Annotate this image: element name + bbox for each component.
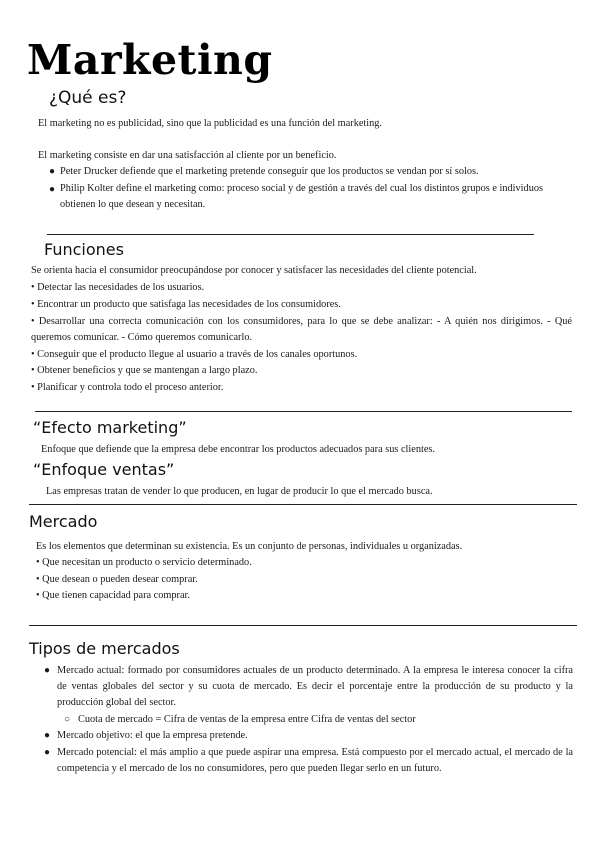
bullet-circle-icon: ○ (64, 714, 71, 725)
bullet-dot-icon: ● (44, 747, 51, 758)
enfoque-ventas-text: Las empresas tratan de vender lo que producen, en lugar de producir lo que el mercado busca. (46, 486, 433, 497)
bullet-dot-icon: ● (49, 184, 56, 195)
que-es-bullet-kolter: Philip Kolter define el marketing como: proceso social y de gestión a través del cual los distintos grupos e individuos obtienen lo que desean y necesitan. (60, 183, 543, 210)
section-heading-efecto-marketing: “Efecto marketing” (33, 418, 187, 437)
que-es-bullet-drucker: Peter Drucker defiende que el marketing pretende conseguir que los productos se vendan por sí solos. (60, 166, 479, 177)
tipos-mercado-objetivo: Mercado objetivo: el que la empresa pretende. (57, 730, 248, 741)
funciones-item: • Conseguir que el producto llegue al usuario a través de los canales oportunos. (31, 349, 358, 360)
efecto-marketing-text: Enfoque que defiende que la empresa debe encontrar los productos adecuados para sus clientes. (41, 444, 435, 455)
bullet-dot-icon: ● (44, 730, 51, 741)
section-heading-mercado: Mercado (29, 512, 98, 531)
divider (29, 625, 577, 626)
page-title: Marketing (27, 36, 273, 84)
mercado-intro: Es los elementos que determinan su existencia. Es un conjunto de personas, individuales u organizadas. (36, 541, 463, 552)
mercado-item: • Que tienen capacidad para comprar. (36, 590, 190, 601)
bullet-dot-icon: ● (49, 166, 56, 177)
que-es-paragraph-2: El marketing consiste en dar una satisfacción al cliente por un beneficio. (38, 150, 337, 161)
funciones-item: • Obtener beneficios y que se mantengan a largo plazo. (31, 365, 258, 376)
tipos-mercado-potencial: Mercado potencial: el más amplio a que puede aspirar una empresa. Está compuesto por el mercado actual, el mercado de la competencia y el mercado de los no consumidores, pero que pueden llegar serlo en un futuro. (57, 747, 573, 774)
divider (35, 411, 572, 412)
funciones-item: • Planificar y controla todo el proceso anterior. (31, 382, 224, 393)
section-heading-tipos-de-mercados: Tipos de mercados (29, 639, 180, 658)
section-heading-enfoque-ventas: “Enfoque ventas” (33, 460, 175, 479)
divider (47, 234, 534, 235)
funciones-item: • Desarrollar una correcta comunicación con los consumidores, para lo que se debe analizar: - A quién nos dirigimos. - Qué queremos comunicar. - Cómo queremos comunicarlo. (31, 316, 572, 343)
section-heading-funciones: Funciones (44, 240, 124, 259)
tipos-mercado-actual: Mercado actual: formado por consumidores actuales de un producto determinado. A la empresa le interesa conocer la cifra de ventas globales del sector y su cuota de mercado. Es decir el porcentaje entre la producción de su producto y la producción global del sector. (57, 665, 573, 708)
divider (29, 504, 577, 505)
section-heading-que-es: ¿Qué es? (49, 88, 127, 108)
tipos-cuota-de-mercado: Cuota de mercado = Cifra de ventas de la empresa entre Cifra de ventas del sector (78, 714, 416, 725)
funciones-intro: Se orienta hacia el consumidor preocupándose por conocer y satisfacer las necesidades del cliente potencial. (31, 265, 477, 276)
que-es-paragraph-1: El marketing no es publicidad, sino que la publicidad es una función del marketing. (38, 118, 383, 129)
mercado-item: • Que desean o pueden desear comprar. (36, 574, 198, 585)
bullet-dot-icon: ● (44, 665, 51, 676)
funciones-item: • Encontrar un producto que satisfaga las necesidades de los consumidores. (31, 299, 341, 310)
funciones-item: • Detectar las necesidades de los usuarios. (31, 282, 205, 293)
mercado-item: • Que necesitan un producto o servicio determinado. (36, 557, 252, 568)
